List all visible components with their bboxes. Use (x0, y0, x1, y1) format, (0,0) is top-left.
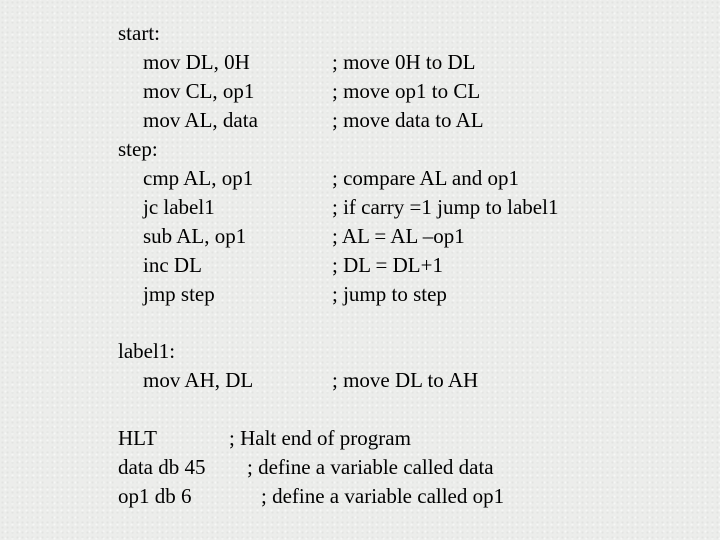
code-comment: ; move 0H to DL (332, 50, 476, 74)
code-instruction: jc label1 (143, 195, 215, 219)
code-instruction: mov CL, op1 (143, 79, 255, 103)
code-instruction: jmp step (143, 282, 215, 306)
code-comment: ; define a variable called data (247, 455, 494, 479)
code-comment: ; if carry =1 jump to label1 (332, 195, 559, 219)
code-instruction: cmp AL, op1 (143, 166, 254, 190)
label1-label: label1: (118, 339, 176, 363)
code-instruction: op1 db 6 (118, 484, 192, 508)
code-instruction: mov DL, 0H (143, 50, 250, 74)
code-instruction: mov AL, data (143, 108, 258, 132)
code-comment: ; move op1 to CL (332, 79, 481, 103)
code-instruction: sub AL, op1 (143, 224, 247, 248)
code-instruction: mov AH, DL (143, 368, 254, 392)
code-comment: ; jump to step (332, 282, 447, 306)
code-comment: ; define a variable called op1 (261, 484, 505, 508)
code-comment: ; DL = DL+1 (332, 253, 443, 277)
code-comment: ; move data to AL (332, 108, 484, 132)
code-comment: ; move DL to AH (332, 368, 479, 392)
code-comment: ; compare AL and op1 (332, 166, 520, 190)
step-label: step: (118, 137, 158, 161)
code-comment: ; Halt end of program (229, 426, 411, 450)
code-instruction: HLT (118, 426, 157, 450)
code-comment: ; AL = AL –op1 (332, 224, 465, 248)
code-instruction: data db 45 (118, 455, 206, 479)
code-instruction: inc DL (143, 253, 202, 277)
start-label: start: (118, 21, 160, 45)
